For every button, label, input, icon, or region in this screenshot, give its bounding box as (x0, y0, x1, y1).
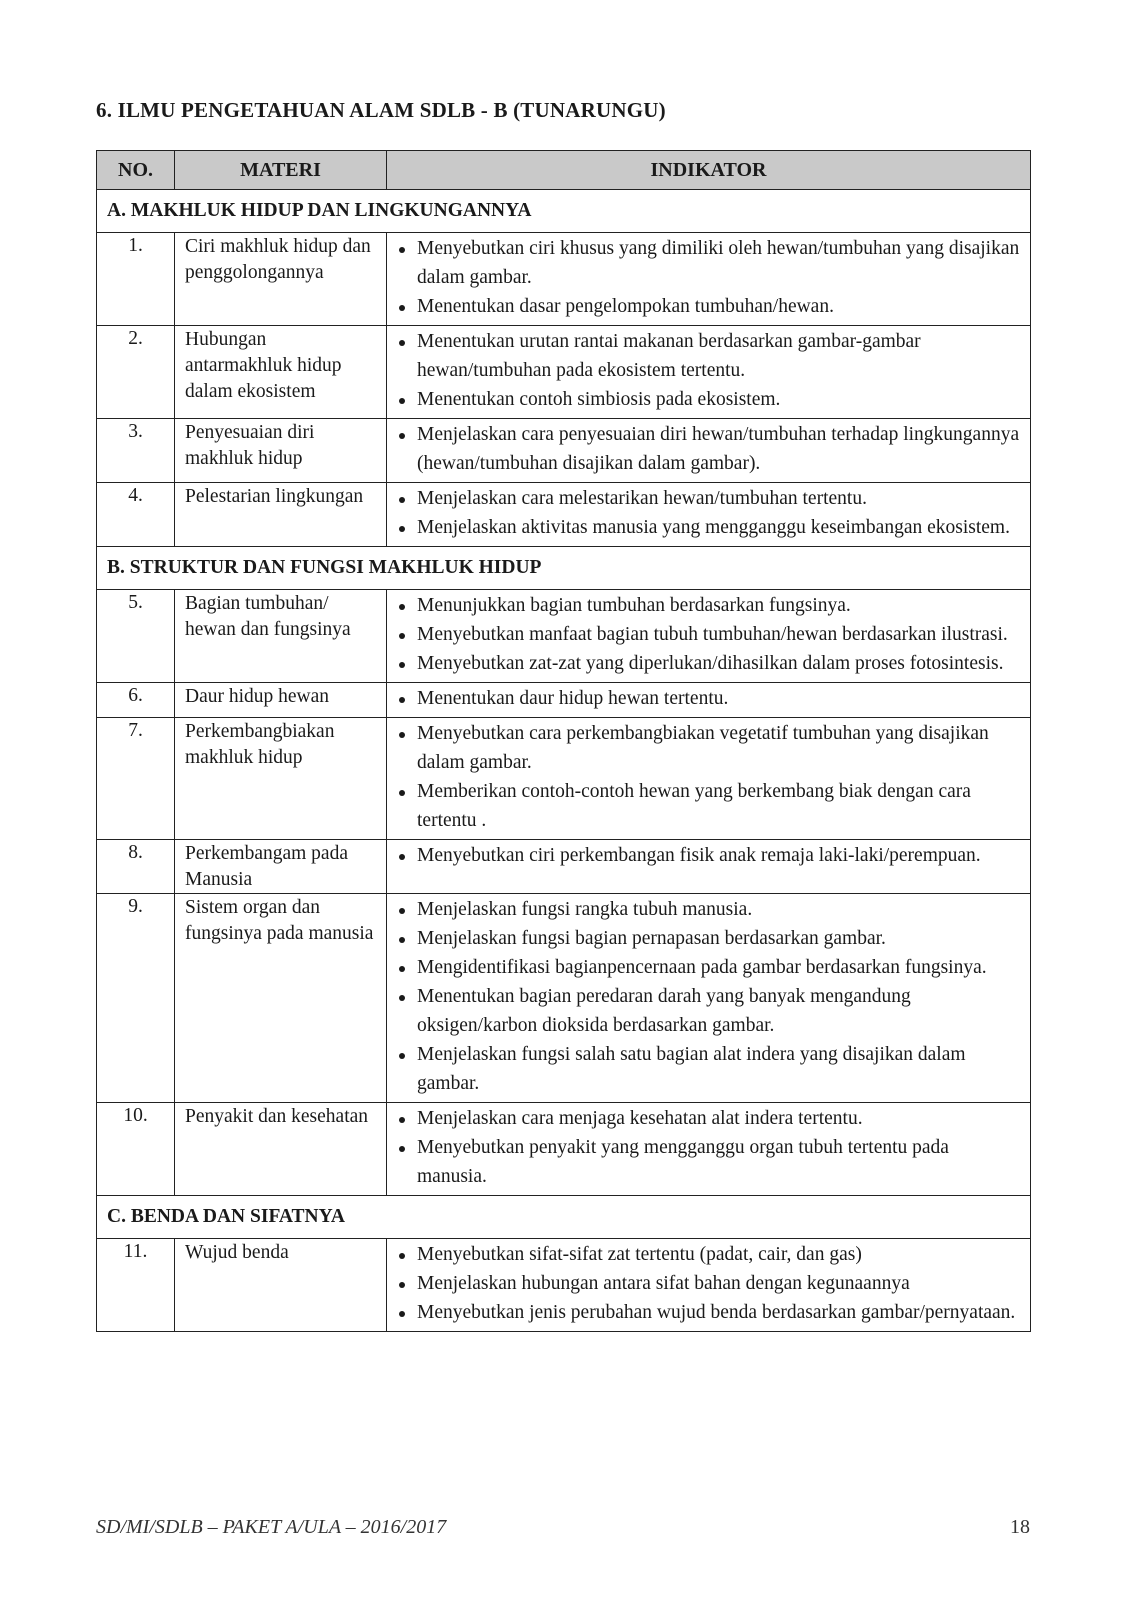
table-row (97, 326, 1031, 419)
section-row (97, 190, 1031, 233)
indicator-item: Menunjukkan bagian tumbuhan berdasarkan fungsinya. (391, 591, 1022, 620)
indicator-list (391, 684, 1022, 713)
table-row (97, 718, 1031, 840)
indicator-item: Menyebutkan sifat-sifat zat tertentu (padat, cair, dan gas) (391, 1240, 1022, 1269)
section-title: B. STRUKTUR DAN FUNGSI MAKHLUK HIDUP (97, 547, 1031, 590)
indicator-list (391, 484, 1022, 542)
row-number: 3. (97, 419, 175, 483)
row-number: 7. (97, 718, 175, 840)
header-no: NO. (97, 151, 175, 190)
header-materi: MATERI (175, 151, 387, 190)
indicator-item: Menentukan bagian peredaran darah yang banyak mengandung oksigen/karbon dioksida berdasarkan gambar. (391, 982, 1022, 1040)
indicator-list (391, 841, 1022, 870)
indicator-list (391, 327, 1022, 414)
indicator-item: Menjelaskan hubungan antara sifat bahan dengan kegunaannya (391, 1269, 1022, 1298)
row-number: 10. (97, 1103, 175, 1196)
indicator-item: Menjelaskan fungsi bagian pernapasan berdasarkan gambar. (391, 924, 1022, 953)
row-materi: Ciri makhluk hidup dan penggolongannya (175, 233, 387, 326)
section-title: C. BENDA DAN SIFATNYA (97, 1196, 1031, 1239)
row-materi: Perkembangbiakan makhluk hidup (175, 718, 387, 840)
table-body (97, 190, 1031, 1332)
indicator-item: Menjelaskan cara menjaga kesehatan alat indera tertentu. (391, 1104, 1022, 1133)
indicator-list (391, 895, 1022, 1098)
table-row (97, 1239, 1031, 1332)
indicator-item: Menyebutkan cara perkembangbiakan vegetatif tumbuhan yang disajikan dalam gambar. (391, 719, 1022, 777)
row-materi: Hubungan antarmakhluk hidup dalam ekosistem (175, 326, 387, 419)
row-number: 2. (97, 326, 175, 419)
indicator-list (391, 1104, 1022, 1191)
row-materi: Wujud benda (175, 1239, 387, 1332)
row-materi: Perkembangam pada Manusia (175, 840, 387, 894)
table-row (97, 840, 1031, 894)
row-indikator (387, 483, 1031, 547)
section-title: A. MAKHLUK HIDUP DAN LINGKUNGANNYA (97, 190, 1031, 233)
row-indikator (387, 840, 1031, 894)
row-indikator (387, 1239, 1031, 1332)
header-row (97, 151, 1031, 190)
table-row (97, 483, 1031, 547)
row-materi: Pelestarian lingkungan (175, 483, 387, 547)
section-row (97, 547, 1031, 590)
row-indikator (387, 590, 1031, 683)
row-number: 4. (97, 483, 175, 547)
section-row (97, 1196, 1031, 1239)
indicator-list (391, 591, 1022, 678)
indicator-list (391, 234, 1022, 321)
row-indikator (387, 894, 1031, 1103)
indicator-item: Menjelaskan aktivitas manusia yang mengganggu keseimbangan ekosistem. (391, 513, 1022, 542)
indicator-item: Mengidentifikasi bagianpencernaan pada gambar berdasarkan fungsinya. (391, 953, 1022, 982)
indicator-item: Menyebutkan ciri khusus yang dimiliki oleh hewan/tumbuhan yang disajikan dalam gambar. (391, 234, 1022, 292)
competency-table (96, 150, 1031, 1332)
row-materi: Sistem organ dan fungsinya pada manusia (175, 894, 387, 1103)
indicator-item: Menjelaskan fungsi salah satu bagian alat indera yang disajikan dalam gambar. (391, 1040, 1022, 1098)
page-number: 18 (1010, 1516, 1030, 1538)
table-row (97, 590, 1031, 683)
indicator-item: Menentukan urutan rantai makanan berdasarkan gambar-gambar hewan/tumbuhan pada ekosistem tertentu. (391, 327, 1022, 385)
row-number: 8. (97, 840, 175, 894)
table-row (97, 894, 1031, 1103)
row-indikator (387, 233, 1031, 326)
indicator-list (391, 1240, 1022, 1327)
table-row (97, 683, 1031, 718)
row-materi: Penyakit dan kesehatan (175, 1103, 387, 1196)
indicator-item: Menyebutkan penyakit yang mengganggu organ tubuh tertentu pada manusia. (391, 1133, 1022, 1191)
row-indikator (387, 1103, 1031, 1196)
table-row (97, 1103, 1031, 1196)
indicator-item: Menjelaskan cara melestarikan hewan/tumbuhan tertentu. (391, 484, 1022, 513)
indicator-item: Menyebutkan zat-zat yang diperlukan/dihasilkan dalam proses fotosintesis. (391, 649, 1022, 678)
indicator-item: Menjelaskan cara penyesuaian diri hewan/tumbuhan terhadap lingkungannya (hewan/tumbuhan disajikan dalam gambar). (391, 420, 1022, 478)
row-number: 5. (97, 590, 175, 683)
indicator-item: Menentukan contoh simbiosis pada ekosistem. (391, 385, 1022, 414)
indicator-item: Menentukan daur hidup hewan tertentu. (391, 684, 1022, 713)
indicator-list (391, 420, 1022, 478)
row-materi: Bagian tumbuhan/ hewan dan fungsinya (175, 590, 387, 683)
indicator-item: Menjelaskan fungsi rangka tubuh manusia. (391, 895, 1022, 924)
indicator-item: Menentukan dasar pengelompokan tumbuhan/hewan. (391, 292, 1022, 321)
row-number: 6. (97, 683, 175, 718)
indicator-item: Menyebutkan ciri perkembangan fisik anak remaja laki-laki/perempuan. (391, 841, 1022, 870)
row-indikator (387, 326, 1031, 419)
row-materi: Daur hidup hewan (175, 683, 387, 718)
indicator-item: Memberikan contoh-contoh hewan yang berkembang biak dengan cara tertentu . (391, 777, 1022, 835)
footer-title: SD/MI/SDLB – PAKET A/ULA – 2016/2017 (96, 1516, 447, 1538)
indicator-item: Menyebutkan manfaat bagian tubuh tumbuhan/hewan berdasarkan ilustrasi. (391, 620, 1022, 649)
row-indikator (387, 419, 1031, 483)
row-indikator (387, 683, 1031, 718)
row-number: 9. (97, 894, 175, 1103)
indicator-list (391, 719, 1022, 835)
table-row (97, 419, 1031, 483)
row-number: 1. (97, 233, 175, 326)
page-heading: 6. ILMU PENGETAHUAN ALAM SDLB - B (TUNARUNGU) (96, 98, 666, 122)
row-materi: Penyesuaian diri makhluk hidup (175, 419, 387, 483)
indicator-item: Menyebutkan jenis perubahan wujud benda berdasarkan gambar/pernyataan. (391, 1298, 1022, 1327)
row-number: 11. (97, 1239, 175, 1332)
header-indikator: INDIKATOR (387, 151, 1031, 190)
row-indikator (387, 718, 1031, 840)
table-row (97, 233, 1031, 326)
